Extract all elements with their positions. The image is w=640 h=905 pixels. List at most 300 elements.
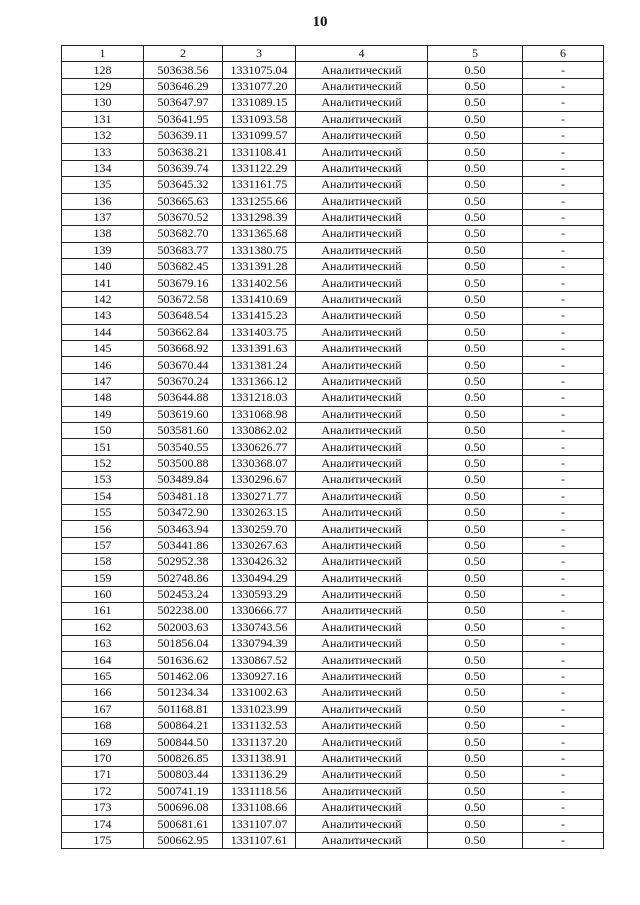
cell-method: Аналитический [296,259,428,275]
cell-accuracy: 0.50 [428,718,523,734]
cell-accuracy: 0.50 [428,816,523,832]
cell-y-coordinate: 1331298.39 [223,209,296,225]
cell-x-coordinate: 502748.86 [144,570,223,586]
cell-method: Аналитический [296,472,428,488]
cell-point-number: 174 [62,816,144,832]
cell-x-coordinate: 503619.60 [144,406,223,422]
cell-accuracy: 0.50 [428,193,523,209]
cell-accuracy: 0.50 [428,455,523,471]
cell-accuracy: 0.50 [428,652,523,668]
cell-method: Аналитический [296,570,428,586]
cell-y-coordinate: 1330494.29 [223,570,296,586]
cell-point-number: 131 [62,111,144,127]
table-row [62,259,604,275]
cell-note: - [523,521,604,537]
cell-accuracy: 0.50 [428,111,523,127]
cell-x-coordinate: 503670.44 [144,357,223,373]
cell-x-coordinate: 500803.44 [144,767,223,783]
cell-accuracy: 0.50 [428,275,523,291]
cell-point-number: 163 [62,636,144,652]
cell-point-number: 146 [62,357,144,373]
cell-note: - [523,750,604,766]
cell-note: - [523,209,604,225]
cell-method: Аналитический [296,799,428,815]
cell-method: Аналитический [296,767,428,783]
cell-note: - [523,193,604,209]
cell-method: Аналитический [296,636,428,652]
table-row [62,341,604,357]
cell-y-coordinate: 1330296.67 [223,472,296,488]
cell-note: - [523,488,604,504]
cell-accuracy: 0.50 [428,357,523,373]
cell-y-coordinate: 1330259.70 [223,521,296,537]
cell-accuracy: 0.50 [428,341,523,357]
cell-note: - [523,570,604,586]
cell-note: - [523,734,604,750]
cell-x-coordinate: 500864.21 [144,718,223,734]
cell-accuracy: 0.50 [428,308,523,324]
cell-note: - [523,341,604,357]
cell-x-coordinate: 503682.45 [144,259,223,275]
table-row [62,652,604,668]
cell-y-coordinate: 1331136.29 [223,767,296,783]
cell-note: - [523,455,604,471]
cell-y-coordinate: 1331068.98 [223,406,296,422]
cell-point-number: 145 [62,341,144,357]
cell-method: Аналитический [296,488,428,504]
cell-method: Аналитический [296,439,428,455]
cell-point-number: 137 [62,209,144,225]
cell-y-coordinate: 1330743.56 [223,619,296,635]
cell-point-number: 171 [62,767,144,783]
cell-x-coordinate: 501856.04 [144,636,223,652]
cell-point-number: 161 [62,603,144,619]
cell-y-coordinate: 1331410.69 [223,291,296,307]
cell-point-number: 139 [62,242,144,258]
cell-x-coordinate: 503472.90 [144,504,223,520]
cell-accuracy: 0.50 [428,291,523,307]
table-row [62,586,604,602]
cell-method: Аналитический [296,652,428,668]
table-row [62,799,604,815]
cell-method: Аналитический [296,144,428,160]
table-row [62,275,604,291]
cell-point-number: 133 [62,144,144,160]
cell-method: Аналитический [296,177,428,193]
cell-x-coordinate: 503665.63 [144,193,223,209]
cell-note: - [523,291,604,307]
cell-method: Аналитический [296,455,428,471]
cell-y-coordinate: 1331099.57 [223,127,296,143]
cell-method: Аналитический [296,242,428,258]
cell-point-number: 147 [62,373,144,389]
cell-point-number: 157 [62,537,144,553]
cell-note: - [523,472,604,488]
cell-method: Аналитический [296,504,428,520]
cell-point-number: 142 [62,291,144,307]
cell-accuracy: 0.50 [428,390,523,406]
cell-y-coordinate: 1331381.24 [223,357,296,373]
cell-x-coordinate: 501234.34 [144,685,223,701]
cell-note: - [523,504,604,520]
cell-accuracy: 0.50 [428,259,523,275]
cell-accuracy: 0.50 [428,521,523,537]
cell-y-coordinate: 1331161.75 [223,177,296,193]
cell-x-coordinate: 503683.77 [144,242,223,258]
cell-method: Аналитический [296,537,428,553]
cell-accuracy: 0.50 [428,78,523,94]
cell-y-coordinate: 1330626.77 [223,439,296,455]
cell-y-coordinate: 1331107.61 [223,832,296,848]
cell-accuracy: 0.50 [428,160,523,176]
cell-method: Аналитический [296,209,428,225]
cell-point-number: 167 [62,701,144,717]
cell-accuracy: 0.50 [428,570,523,586]
cell-point-number: 162 [62,619,144,635]
cell-method: Аналитический [296,95,428,111]
cell-point-number: 130 [62,95,144,111]
cell-y-coordinate: 1331077.20 [223,78,296,94]
cell-method: Аналитический [296,422,428,438]
cell-x-coordinate: 500826.85 [144,750,223,766]
cell-accuracy: 0.50 [428,832,523,848]
cell-note: - [523,422,604,438]
table-row [62,373,604,389]
table-row [62,242,604,258]
cell-point-number: 144 [62,324,144,340]
cell-point-number: 160 [62,586,144,602]
table-row [62,291,604,307]
cell-x-coordinate: 503639.74 [144,160,223,176]
cell-y-coordinate: 1331023.99 [223,701,296,717]
cell-x-coordinate: 503682.70 [144,226,223,242]
header-row [62,46,604,62]
table-row [62,422,604,438]
table-row [62,226,604,242]
cell-x-coordinate: 503648.54 [144,308,223,324]
cell-note: - [523,799,604,815]
cell-y-coordinate: 1331255.66 [223,193,296,209]
table-row [62,504,604,520]
cell-y-coordinate: 1330271.77 [223,488,296,504]
cell-note: - [523,685,604,701]
cell-accuracy: 0.50 [428,62,523,78]
table-row [62,734,604,750]
cell-x-coordinate: 503638.56 [144,62,223,78]
cell-method: Аналитический [296,275,428,291]
cell-accuracy: 0.50 [428,750,523,766]
table-row [62,193,604,209]
table-row [62,455,604,471]
table-body [62,62,604,849]
table-row [62,308,604,324]
cell-note: - [523,390,604,406]
cell-x-coordinate: 503670.52 [144,209,223,225]
cell-x-coordinate: 503581.60 [144,422,223,438]
cell-accuracy: 0.50 [428,504,523,520]
table-row [62,324,604,340]
cell-point-number: 153 [62,472,144,488]
cell-y-coordinate: 1331118.56 [223,783,296,799]
cell-accuracy: 0.50 [428,636,523,652]
cell-note: - [523,783,604,799]
cell-y-coordinate: 1331391.28 [223,259,296,275]
cell-note: - [523,308,604,324]
cell-method: Аналитический [296,291,428,307]
cell-accuracy: 0.50 [428,783,523,799]
table-row [62,668,604,684]
cell-x-coordinate: 502453.24 [144,586,223,602]
cell-x-coordinate: 501462.06 [144,668,223,684]
cell-x-coordinate: 503668.92 [144,341,223,357]
cell-y-coordinate: 1331380.75 [223,242,296,258]
cell-accuracy: 0.50 [428,226,523,242]
cell-method: Аналитический [296,357,428,373]
cell-method: Аналитический [296,554,428,570]
cell-accuracy: 0.50 [428,554,523,570]
table-row [62,209,604,225]
cell-note: - [523,554,604,570]
cell-y-coordinate: 1330263.15 [223,504,296,520]
cell-y-coordinate: 1331089.15 [223,95,296,111]
cell-accuracy: 0.50 [428,537,523,553]
cell-accuracy: 0.50 [428,209,523,225]
column-header-method: 4 [296,46,428,62]
table-row [62,488,604,504]
cell-x-coordinate: 503489.84 [144,472,223,488]
cell-note: - [523,586,604,602]
cell-y-coordinate: 1331093.58 [223,111,296,127]
table-row [62,685,604,701]
cell-note: - [523,636,604,652]
cell-accuracy: 0.50 [428,767,523,783]
cell-method: Аналитический [296,111,428,127]
cell-point-number: 138 [62,226,144,242]
cell-note: - [523,537,604,553]
cell-point-number: 135 [62,177,144,193]
cell-y-coordinate: 1331365.68 [223,226,296,242]
cell-x-coordinate: 503647.97 [144,95,223,111]
cell-method: Аналитический [296,750,428,766]
cell-y-coordinate: 1331107.07 [223,816,296,832]
cell-y-coordinate: 1331108.41 [223,144,296,160]
cell-note: - [523,226,604,242]
cell-method: Аналитический [296,619,428,635]
cell-accuracy: 0.50 [428,603,523,619]
table-row [62,62,604,78]
cell-note: - [523,324,604,340]
cell-method: Аналитический [296,78,428,94]
cell-method: Аналитический [296,308,428,324]
cell-accuracy: 0.50 [428,242,523,258]
cell-method: Аналитический [296,685,428,701]
cell-method: Аналитический [296,324,428,340]
column-header-note: 6 [523,46,604,62]
cell-accuracy: 0.50 [428,619,523,635]
cell-method: Аналитический [296,586,428,602]
cell-y-coordinate: 1330267.63 [223,537,296,553]
cell-note: - [523,701,604,717]
cell-method: Аналитический [296,832,428,848]
cell-x-coordinate: 500681.61 [144,816,223,832]
cell-point-number: 169 [62,734,144,750]
cell-point-number: 152 [62,455,144,471]
cell-accuracy: 0.50 [428,668,523,684]
cell-note: - [523,603,604,619]
cell-accuracy: 0.50 [428,127,523,143]
column-header-y-coordinate: 3 [223,46,296,62]
cell-accuracy: 0.50 [428,799,523,815]
cell-x-coordinate: 503679.16 [144,275,223,291]
cell-note: - [523,373,604,389]
cell-y-coordinate: 1331075.04 [223,62,296,78]
cell-method: Аналитический [296,193,428,209]
cell-point-number: 129 [62,78,144,94]
table-header [62,46,604,62]
cell-x-coordinate: 502238.00 [144,603,223,619]
cell-x-coordinate: 501636.62 [144,652,223,668]
cell-accuracy: 0.50 [428,144,523,160]
column-header-point-number: 1 [62,46,144,62]
cell-x-coordinate: 501168.81 [144,701,223,717]
cell-point-number: 158 [62,554,144,570]
table-row [62,603,604,619]
page-number: 10 [312,14,328,30]
cell-accuracy: 0.50 [428,95,523,111]
cell-note: - [523,439,604,455]
cell-method: Аналитический [296,734,428,750]
cell-method: Аналитический [296,718,428,734]
cell-x-coordinate: 500741.19 [144,783,223,799]
cell-note: - [523,160,604,176]
cell-note: - [523,62,604,78]
cell-method: Аналитический [296,390,428,406]
cell-y-coordinate: 1330426.32 [223,554,296,570]
table-row [62,832,604,848]
cell-note: - [523,668,604,684]
cell-x-coordinate: 502003.63 [144,619,223,635]
cell-method: Аналитический [296,816,428,832]
cell-point-number: 132 [62,127,144,143]
cell-note: - [523,619,604,635]
cell-method: Аналитический [296,521,428,537]
table-row [62,521,604,537]
table-row [62,619,604,635]
cell-y-coordinate: 1331002.63 [223,685,296,701]
cell-x-coordinate: 503646.29 [144,78,223,94]
cell-x-coordinate: 503644.88 [144,390,223,406]
cell-y-coordinate: 1331108.66 [223,799,296,815]
cell-point-number: 143 [62,308,144,324]
table-row [62,144,604,160]
table-row [62,570,604,586]
cell-note: - [523,177,604,193]
cell-y-coordinate: 1331138.91 [223,750,296,766]
cell-point-number: 150 [62,422,144,438]
cell-note: - [523,111,604,127]
cell-method: Аналитический [296,127,428,143]
table-row [62,439,604,455]
cell-note: - [523,406,604,422]
cell-method: Аналитический [296,783,428,799]
cell-x-coordinate: 503441.86 [144,537,223,553]
table-row [62,177,604,193]
cell-note: - [523,275,604,291]
cell-point-number: 128 [62,62,144,78]
cell-method: Аналитический [296,701,428,717]
cell-note: - [523,144,604,160]
cell-y-coordinate: 1331403.75 [223,324,296,340]
cell-method: Аналитический [296,62,428,78]
table-row [62,357,604,373]
cell-accuracy: 0.50 [428,422,523,438]
cell-note: - [523,78,604,94]
cell-note: - [523,832,604,848]
cell-point-number: 140 [62,259,144,275]
table-row [62,750,604,766]
cell-note: - [523,816,604,832]
cell-x-coordinate: 503463.94 [144,521,223,537]
cell-x-coordinate: 503641.95 [144,111,223,127]
column-header-x-coordinate: 2 [144,46,223,62]
table-row [62,95,604,111]
cell-x-coordinate: 503500.88 [144,455,223,471]
cell-accuracy: 0.50 [428,406,523,422]
cell-y-coordinate: 1331415.23 [223,308,296,324]
cell-accuracy: 0.50 [428,373,523,389]
cell-note: - [523,242,604,258]
table-row [62,78,604,94]
cell-note: - [523,259,604,275]
table-row [62,111,604,127]
cell-accuracy: 0.50 [428,734,523,750]
cell-x-coordinate: 503672.58 [144,291,223,307]
cell-accuracy: 0.50 [428,177,523,193]
cell-method: Аналитический [296,373,428,389]
cell-note: - [523,767,604,783]
cell-x-coordinate: 503662.84 [144,324,223,340]
cell-x-coordinate: 503670.24 [144,373,223,389]
cell-y-coordinate: 1331391.63 [223,341,296,357]
coordinates-table [61,45,604,849]
table-row [62,472,604,488]
cell-y-coordinate: 1330927.16 [223,668,296,684]
cell-x-coordinate: 503540.55 [144,439,223,455]
cell-point-number: 168 [62,718,144,734]
cell-method: Аналитический [296,160,428,176]
table-row [62,783,604,799]
cell-y-coordinate: 1331366.12 [223,373,296,389]
cell-method: Аналитический [296,226,428,242]
table-row [62,537,604,553]
cell-point-number: 148 [62,390,144,406]
cell-y-coordinate: 1331218.03 [223,390,296,406]
table-row [62,160,604,176]
cell-point-number: 166 [62,685,144,701]
table-row [62,816,604,832]
cell-y-coordinate: 1330862.02 [223,422,296,438]
cell-x-coordinate: 500696.08 [144,799,223,815]
cell-note: - [523,95,604,111]
table-row [62,767,604,783]
cell-method: Аналитический [296,406,428,422]
cell-accuracy: 0.50 [428,439,523,455]
column-header-accuracy: 5 [428,46,523,62]
cell-note: - [523,652,604,668]
cell-point-number: 175 [62,832,144,848]
cell-point-number: 141 [62,275,144,291]
cell-y-coordinate: 1330593.29 [223,586,296,602]
